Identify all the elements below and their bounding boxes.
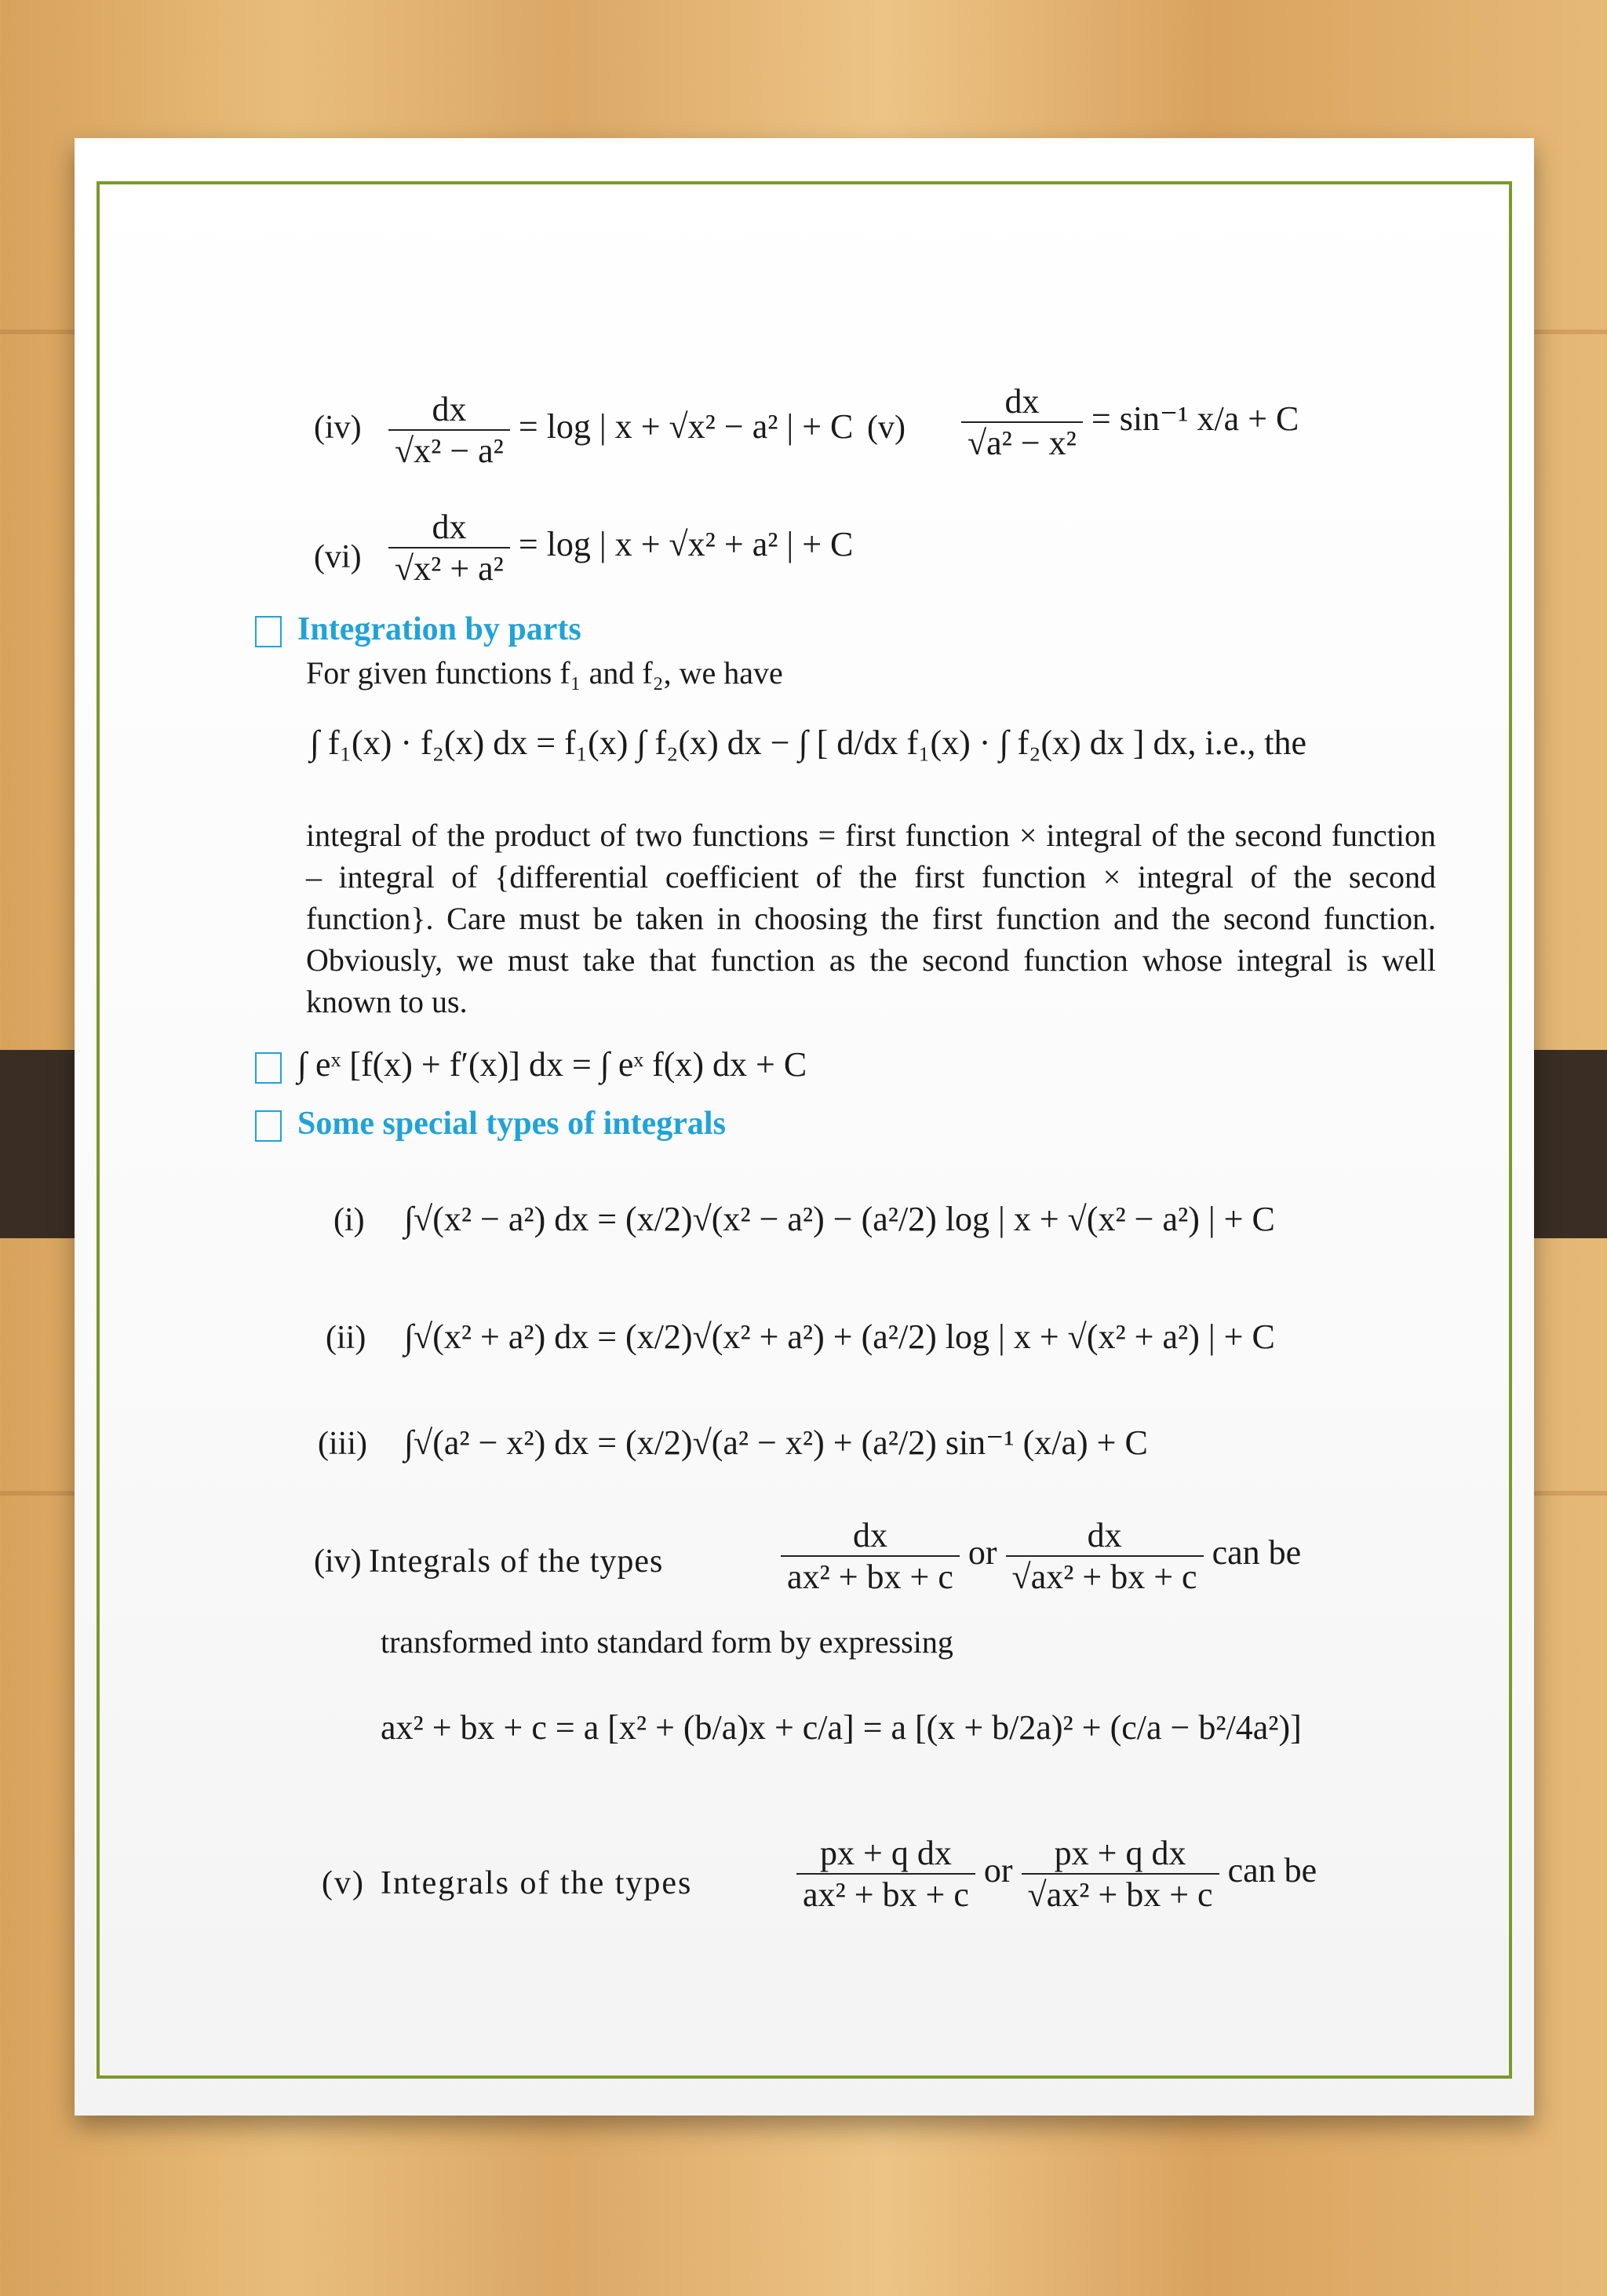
formula-iv-fraction: $\frac{dx}{\text{√x² − a²}}$ bbox=[388, 389, 510, 471]
formula-iv: $\frac{dx}{\text{√x² − a²}}$ = log | x + √x² − a² | + C bbox=[388, 389, 853, 471]
special-i-formula: ∫√(x² − a²) dx = (x/2)√(x² − a²) − (a²/2) log | x + √(x² − a²) | + C bbox=[404, 1200, 1275, 1238]
bullet-box-icon bbox=[255, 1110, 282, 1142]
parts-intro: For given functions f₁ and f₂, we have bbox=[306, 655, 783, 691]
special-v-label: (v) bbox=[322, 1865, 365, 1901]
bullet-box-icon bbox=[255, 1052, 282, 1084]
special-ii-label: (ii) bbox=[326, 1320, 366, 1356]
bullet-box-icon bbox=[255, 616, 282, 647]
special-iv-continuation: transformed into standard form by expressing bbox=[381, 1624, 953, 1660]
special-v-fraction-1: $\frac{\text{px + q dx}}{\text{ax² + bx + c}}$ bbox=[796, 1833, 975, 1915]
special-iii-label: (iii) bbox=[318, 1426, 367, 1462]
special-v-fractions: $\frac{\text{px + q dx}}{\text{ax² + bx + c}}$ or $\frac{\text{px + q dx}}{\text{√ax² + bx + c}}$ can be bbox=[796, 1833, 1317, 1915]
special-iv-label: (iv) bbox=[314, 1543, 362, 1580]
formula-vi: $\frac{dx}{\text{√x² + a²}}$ = log | x + √x² + a² | + C bbox=[388, 507, 853, 589]
formula-v-fraction: $\frac{dx}{\text{√a² − x²}}$ bbox=[961, 381, 1083, 463]
parts-formula: ∫ f₁(x) · f₂(x) dx = f₁(x) ∫ f₂(x) dx − ∫ [ d/dx f₁(x) · ∫ f₂(x) dx ] dx, i.e., the bbox=[310, 723, 1306, 762]
paper-sheet bbox=[75, 138, 1534, 2116]
section-heading-integration-by-parts: Integration by parts bbox=[255, 610, 581, 648]
formula-v-label: (v) bbox=[867, 410, 906, 446]
special-i-label: (i) bbox=[333, 1202, 365, 1238]
special-iv-text: Integrals of the types bbox=[369, 1543, 664, 1580]
section-heading-special-integrals: Some special types of integrals bbox=[255, 1105, 726, 1143]
special-iii-formula: ∫√(a² − x²) dx = (x/2)√(a² − x²) + (a²/2) sin⁻¹ (x/a) + C bbox=[404, 1423, 1148, 1462]
special-v-text: Integrals of the types bbox=[381, 1865, 693, 1901]
formula-vi-label: (vi) bbox=[314, 539, 362, 575]
special-iv-expression: ax² + bx + c = a [x² + (b/a)x + c/a] = a [(x + b/2a)² + (c/a − b²/4a²)] bbox=[381, 1708, 1302, 1747]
formula-vi-fraction: $\frac{dx}{\text{√x² + a²}}$ bbox=[388, 507, 510, 589]
special-iv-fractions: $\frac{dx}{\text{ax² + bx + c}}$ or $\frac{dx}{\text{√ax² + bx + c}}$ can be bbox=[781, 1515, 1301, 1597]
parts-paragraph: integral of the product of two functions = first function × integral of the second function – integral of {differential coefficient of the first function × integral of the second function}. Care must be taken in choosing the first function and the second function. Obviously, we must take that function as the second function whose integral is well known to us. bbox=[306, 818, 1436, 1019]
special-iv-fraction-1: $\frac{dx}{\text{ax² + bx + c}}$ bbox=[781, 1515, 960, 1597]
exponential-rule: ∫ eˣ [f(x) + f′(x)] dx = ∫ eˣ f(x) dx + C bbox=[255, 1044, 807, 1084]
special-iv-fraction-2: $\frac{dx}{\text{√ax² + bx + c}}$ bbox=[1006, 1515, 1204, 1597]
formula-iv-label: (iv) bbox=[314, 410, 362, 446]
special-v-fraction-2: $\frac{\text{px + q dx}}{\text{√ax² + bx + c}}$ bbox=[1022, 1833, 1219, 1915]
special-ii-formula: ∫√(x² + a²) dx = (x/2)√(x² + a²) + (a²/2) log | x + √(x² + a²) | + C bbox=[404, 1317, 1275, 1356]
formula-v: $\frac{dx}{\text{√a² − x²}}$ = sin⁻¹ x/a + C bbox=[961, 381, 1299, 463]
